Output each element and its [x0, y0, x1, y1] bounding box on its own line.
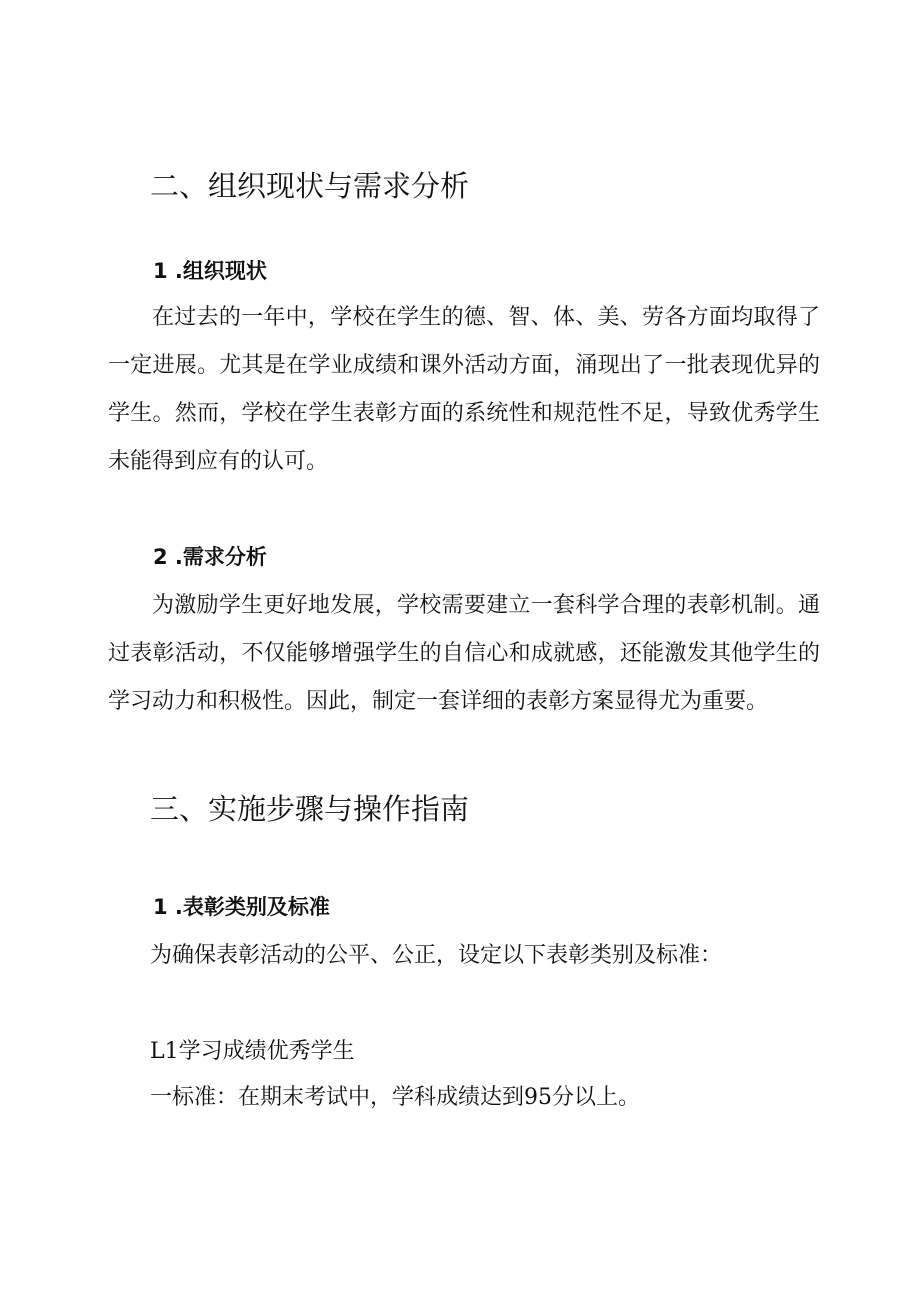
award-item-title: L1学习成绩优秀学生	[150, 1039, 355, 1064]
organization-status-paragraph: 在过去的一年中，学校在学生的德、智、体、美、劳各方面均取得了一定进展。尤其是在学业成绩和课外活动方面，涌现出了一批表现优异的学生。然而，学校在学生表彰方面的系统性和规范性不足，导致优秀学生未能得到应有的认可。	[108, 305, 820, 474]
section-3-title: 三、实施步骤与操作指南	[150, 792, 470, 826]
award-categories-intro: 为确保表彰活动的公平、公正，设定以下表彰类别及标准：	[150, 943, 723, 968]
needs-analysis-paragraph: 为激励学生更好地发展，学校需要建立一套科学合理的表彰机制。通过表彰活动，不仅能够增强学生的自信心和成就感，还能激发其他学生的学习动力和积极性。因此，制定一套详细的表彰方案显得尤为重要。	[108, 593, 820, 714]
section-2-title: 二、组织现状与需求分析	[150, 169, 470, 203]
award-item-standard: 一标准：在期末考试中，学科成绩达到95分以上。	[150, 1085, 640, 1110]
subsection-needs-analysis-heading: 2 .需求分析	[153, 545, 267, 569]
subsection-organization-status-heading: 1 .组织现状	[153, 259, 267, 283]
subsection-award-categories-heading: 1 .表彰类别及标准	[153, 895, 330, 919]
